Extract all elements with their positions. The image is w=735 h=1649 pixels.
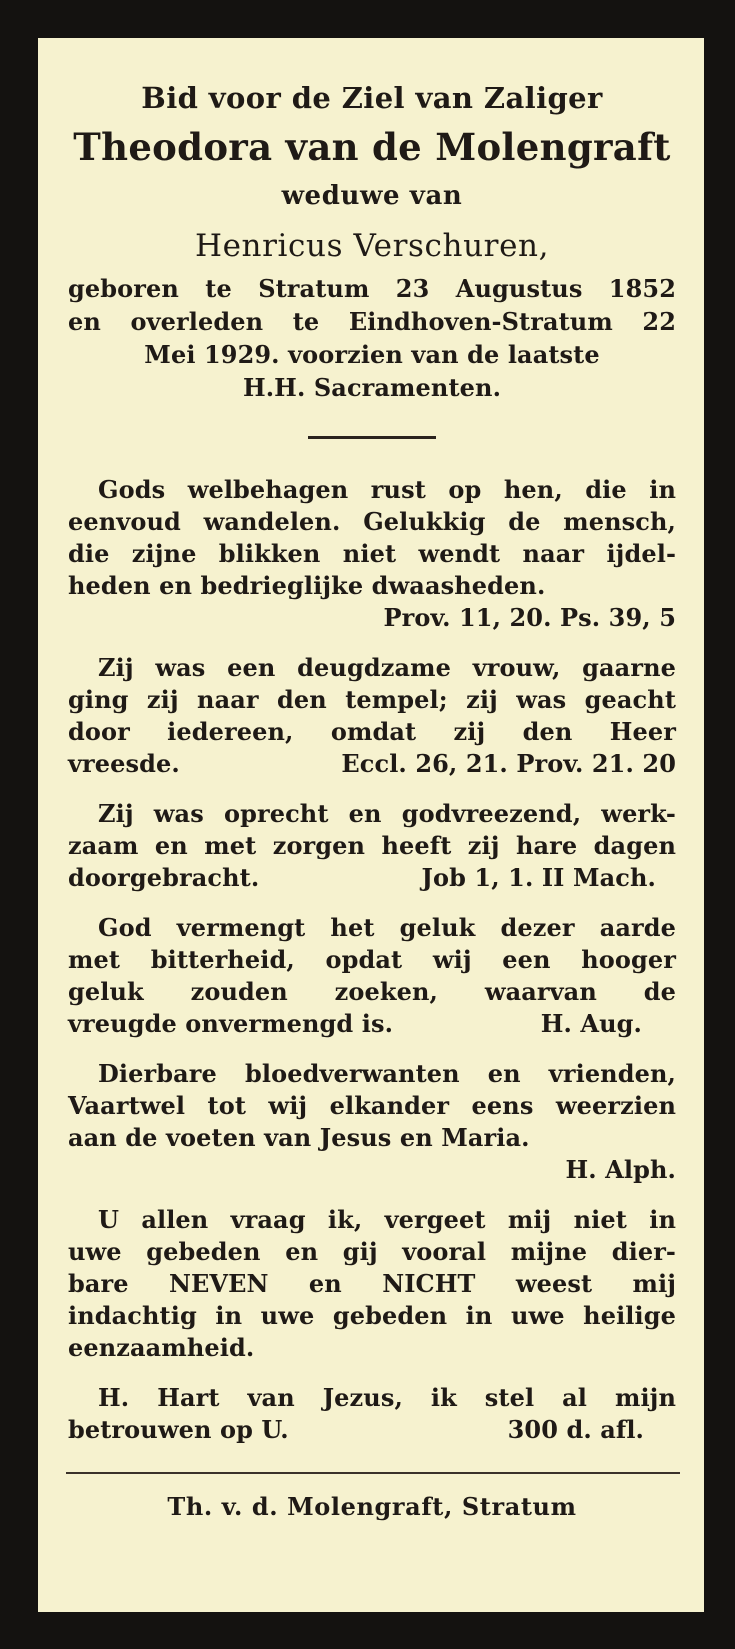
bio-line: H.H. Sacramenten. — [242, 373, 502, 402]
text-fragment: vreugde onvermengd is. — [68, 1009, 394, 1038]
paragraph-6 — [68, 1204, 676, 1364]
text-line: God vermengt het geluk dezer aarde — [98, 913, 676, 942]
deceased-name: Theodora van de Molengraft — [73, 125, 671, 169]
paragraph-7 — [68, 1382, 676, 1446]
scripture-reference: H. Aug. — [540, 1009, 642, 1038]
bio-line: geboren te Stratum 23 Augustus 1852 — [68, 274, 676, 303]
divider-short — [308, 436, 436, 439]
scripture-reference: Job 1, 1. II Mach. — [421, 863, 656, 892]
widow-of-label: weduwe van — [281, 181, 463, 211]
text-line: bare NEVEN en NICHT weest mij — [68, 1269, 676, 1298]
bio-line: en overleden te Eindhoven-Stratum 22 — [68, 307, 676, 336]
text-line — [68, 748, 676, 780]
scripture-reference: H. Alph. — [565, 1155, 676, 1184]
text-line: eenvoud wandelen. Gelukkig de mensch, — [68, 507, 676, 536]
text-line — [68, 862, 676, 894]
text-line: heden en bedrieglijke dwaasheden. — [68, 571, 546, 600]
text-line: Zij was oprecht en godvreezend, werk- — [98, 799, 676, 828]
text-line: H. Hart van Jezus, ik stel al mijn — [98, 1383, 676, 1412]
divider-long — [66, 1472, 680, 1474]
paragraph-4 — [68, 912, 676, 1040]
paragraph-2 — [68, 652, 676, 780]
text-line: uwe gebeden en gij vooral mijne dier- — [68, 1237, 676, 1266]
prayer-heading: Bid voor de Ziel van Zaliger — [141, 81, 603, 115]
paragraph-5 — [68, 1058, 676, 1186]
text-line: Gods welbehagen rust op hen, die in — [98, 475, 676, 504]
indulgence-note: 300 d. afl. — [507, 1415, 644, 1444]
printer-footer: Th. v. d. Molengraft, Stratum — [167, 1492, 577, 1521]
text-line: indachtig in uwe gebeden in uwe heilige — [68, 1301, 676, 1330]
text-line: door iedereen, omdat zij den Heer — [68, 717, 676, 746]
text-line: ging zij naar den tempel; zij was geacht — [68, 685, 676, 714]
husband-name: Henricus Verschuren, — [194, 228, 550, 264]
text-line: eenzaamheid. — [68, 1333, 255, 1362]
text-line: aan de voeten van Jesus en Maria. — [68, 1123, 530, 1152]
card-paper — [38, 38, 704, 1612]
text-line: geluk zouden zoeken, waarvan de — [68, 977, 676, 1006]
text-fragment: doorgebracht. — [68, 863, 260, 892]
text-fragment: vreesde. — [68, 749, 180, 778]
text-line — [68, 1008, 676, 1040]
text-line: die zijne blikken niet wendt naar ijdel- — [68, 539, 676, 568]
text-line — [68, 1414, 676, 1446]
text-line: zaam en met zorgen heeft zij hare dagen — [68, 831, 676, 860]
text-fragment: betrouwen op U. — [68, 1415, 289, 1444]
bio-line: Mei 1929. voorzien van de laatste — [144, 340, 600, 369]
text-line: met bitterheid, opdat wij een hooger — [68, 945, 676, 974]
scripture-reference: Prov. 11, 20. Ps. 39, 5 — [383, 603, 676, 632]
scripture-reference: Eccl. 26, 21. Prov. 21. 20 — [341, 749, 676, 778]
text-line: Vaartwel tot wij elkander eens weerzien — [68, 1091, 676, 1120]
biography — [68, 272, 676, 404]
paragraph-1 — [68, 474, 676, 634]
text-line: Zij was een deugdzame vrouw, gaarne — [98, 653, 676, 682]
text-line: Dierbare bloedverwanten en vrienden, — [98, 1059, 676, 1088]
paragraph-3 — [68, 798, 676, 894]
text-line: U allen vraag ik, vergeet mij niet in — [98, 1205, 676, 1234]
